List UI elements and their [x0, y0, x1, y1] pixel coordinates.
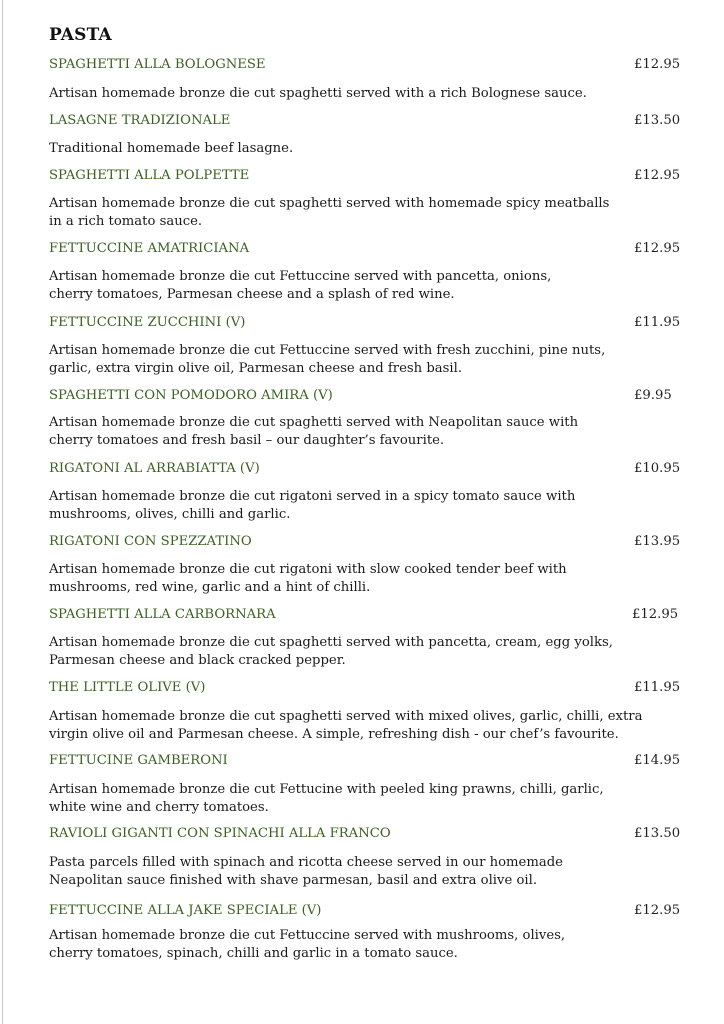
- description-line: mushrooms, red wine, garlic and a hint of chilli.: [49, 580, 371, 595]
- dish-price: £12.95: [634, 903, 681, 918]
- dish-description: [49, 854, 563, 890]
- description-line: virgin olive oil and Parmesan cheese. A simple, refreshing dish - our chef’s favourite.: [49, 727, 619, 742]
- dish-name: RIGATONI AL ARRABIATTA (V): [49, 461, 260, 476]
- dish-description: [49, 927, 565, 963]
- dish-description: [49, 561, 567, 597]
- dish-description: [49, 85, 587, 103]
- dish-description: [49, 488, 575, 524]
- dish-name: SPAGHETTI ALLA BOLOGNESE: [49, 57, 266, 72]
- dish-name: THE LITTLE OLIVE (V): [49, 680, 206, 695]
- description-line: cherry tomatoes, Parmesan cheese and a splash of red wine.: [49, 287, 455, 302]
- page-left-border: [2, 0, 3, 1024]
- description-line: Neapolitan sauce finished with shave parmesan, basil and extra olive oil.: [49, 873, 538, 888]
- section-title: PASTA: [49, 25, 112, 45]
- description-line: garlic, extra virgin olive oil, Parmesan cheese and fresh basil.: [49, 361, 463, 376]
- description-line: Artisan homemade bronze die cut spaghetti served with mixed olives, garlic, chilli, extra: [49, 709, 643, 724]
- dish-description: [49, 634, 613, 670]
- description-line: Artisan homemade bronze die cut spaghetti served with Neapolitan sauce with: [49, 415, 579, 430]
- dish-name: FETTUCCINE AMATRICIANA: [49, 241, 250, 256]
- dish-name: RAVIOLI GIGANTI CON SPINACHI ALLA FRANCO: [49, 826, 391, 841]
- dish-price: £10.95: [634, 461, 681, 476]
- dish-price: £14.95: [634, 753, 681, 768]
- description-line: Artisan homemade bronze die cut Fettuccine served with pancetta, onions,: [49, 269, 552, 284]
- dish-price: £13.50: [634, 113, 681, 128]
- dish-price: £12.95: [634, 168, 681, 183]
- dish-name: SPAGHETTI ALLA CARBORNARA: [49, 607, 276, 622]
- dish-name: FETTUCCINE ZUCCHINI (V): [49, 315, 246, 330]
- dish-description: [49, 781, 604, 817]
- dish-price: £12.95: [632, 607, 679, 622]
- dish-description: [49, 342, 605, 378]
- description-line: white wine and cherry tomatoes.: [49, 800, 269, 815]
- description-line: Parmesan cheese and black cracked pepper.: [49, 653, 346, 668]
- description-line: cherry tomatoes and fresh basil – our daughter’s favourite.: [49, 433, 445, 448]
- dish-price: £12.95: [634, 57, 681, 72]
- dish-description: [49, 414, 578, 450]
- dish-description: [49, 195, 609, 231]
- dish-price: £11.95: [634, 680, 681, 695]
- dish-price: £13.95: [634, 534, 681, 549]
- dish-description: [49, 140, 293, 158]
- description-line: Artisan homemade bronze die cut rigatoni with slow cooked tender beef with: [49, 562, 567, 577]
- description-line: Artisan homemade bronze die cut Fettuccine served with fresh zucchini, pine nuts,: [49, 343, 606, 358]
- dish-name: RIGATONI CON SPEZZATINO: [49, 534, 252, 549]
- description-line: Artisan homemade bronze die cut Fettucine with peeled king prawns, chilli, garlic,: [49, 782, 604, 797]
- dish-description: [49, 708, 642, 744]
- description-line: in a rich tomato sauce.: [49, 214, 203, 229]
- description-line: Artisan homemade bronze die cut spaghetti served with homemade spicy meatballs: [49, 196, 610, 211]
- description-line: Artisan homemade bronze die cut Fettuccine served with mushrooms, olives,: [49, 928, 566, 943]
- description-line: mushrooms, olives, chilli and garlic.: [49, 507, 291, 522]
- description-line: Pasta parcels filled with spinach and ricotta cheese served in our homemade: [49, 855, 563, 870]
- dish-price: £13.50: [634, 826, 681, 841]
- dish-name: FETTUCCINE ALLA JAKE SPECIALE (V): [49, 903, 322, 918]
- description-line: Artisan homemade bronze die cut rigatoni served in a spicy tomato sauce with: [49, 489, 576, 504]
- description-line: Traditional homemade beef lasagne.: [49, 141, 294, 156]
- description-line: cherry tomatoes, spinach, chilli and garlic in a tomato sauce.: [49, 946, 458, 961]
- dish-name: LASAGNE TRADIZIONALE: [49, 113, 231, 128]
- dish-price: £9.95: [634, 388, 672, 403]
- dish-name: SPAGHETTI CON POMODORO AMIRA (V): [49, 388, 333, 403]
- dish-price: £12.95: [634, 241, 681, 256]
- dish-name: SPAGHETTI ALLA POLPETTE: [49, 168, 250, 183]
- dish-price: £11.95: [634, 315, 681, 330]
- description-line: Artisan homemade bronze die cut spaghetti served with pancetta, cream, egg yolks,: [49, 635, 613, 650]
- dish-name: FETTUCINE GAMBERONI: [49, 753, 228, 768]
- dish-description: [49, 268, 551, 304]
- description-line: Artisan homemade bronze die cut spaghetti served with a rich Bolognese sauce.: [49, 86, 587, 101]
